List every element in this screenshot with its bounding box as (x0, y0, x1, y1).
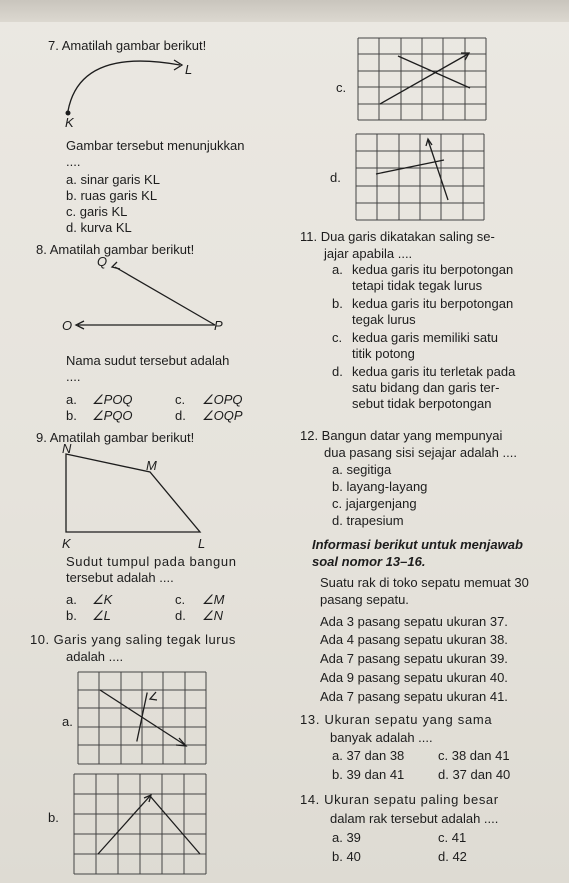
info-line-4: Ada 4 pasang sepatu ukuran 38. (320, 632, 508, 647)
q8-angle-figure (70, 255, 220, 345)
q7-curve-figure (60, 55, 200, 125)
q11-option-d-line3: sebut tidak berpotongan (352, 396, 492, 411)
q8-stem: Nama sudut tersebut adalah (66, 353, 230, 368)
q11-stem-line1: 11. Dua garis dikatakan saling se- (300, 229, 495, 244)
q13-option-b: b. 39 dan 41 (332, 767, 405, 782)
info-line-5: Ada 7 pasang sepatu ukuran 39. (320, 651, 508, 666)
q8-option-c-letter: c. (175, 392, 186, 407)
q9-option-c-letter: c. (175, 592, 186, 607)
q9-label-K: K (62, 536, 71, 551)
q11-option-c-line2: titik potong (352, 346, 415, 361)
q13-option-a: a. 37 dan 38 (332, 748, 405, 763)
q10-stem-line2: adalah .... (66, 649, 124, 664)
q14-option-a: a. 39 (332, 830, 361, 845)
q11-option-c-line1: kedua garis memiliki satu (352, 330, 498, 345)
q9-option-a-value: ∠K (92, 592, 113, 607)
q8-label-Q: Q (97, 254, 108, 269)
q14-option-d: d. 42 (438, 849, 467, 864)
q11-option-b-letter: b. (332, 296, 343, 311)
q8-title: 8. Amatilah gambar berikut! (36, 242, 195, 257)
q10-option-d-label: d. (330, 170, 341, 185)
info-heading-line2: soal nomor 13–16. (312, 554, 426, 569)
q12-option-c: c. jajargenjang (332, 496, 417, 511)
q9-option-b-value: ∠L (92, 608, 111, 623)
q10-option-b-grid (74, 774, 206, 874)
q8-option-d-letter: d. (175, 408, 186, 423)
q7-option-c: c. garis KL (66, 204, 128, 219)
q8-label-O: O (62, 318, 73, 333)
q7-point-label-L: L (185, 62, 193, 77)
q7-stem: Gambar tersebut menunjukkan (66, 138, 245, 153)
q8-option-d-value: ∠OQP (202, 408, 243, 423)
q8-dots: .... (66, 369, 81, 384)
q8-option-b-letter: b. (66, 408, 77, 423)
q12-option-b: b. layang-layang (332, 479, 428, 494)
q10-option-a-label: a. (62, 714, 73, 729)
q9-option-a-letter: a. (66, 592, 77, 607)
q10-option-c-grid (358, 38, 486, 120)
q14-stem-line2: dalam rak tersebut adalah .... (330, 811, 499, 826)
q9-title: 9. Amatilah gambar berikut! (36, 430, 195, 445)
q7-option-b: b. ruas garis KL (66, 188, 158, 203)
q9-stem-line1: Sudut tumpul pada bangun (66, 554, 237, 569)
q11-option-a-line1: kedua garis itu berpotongan (352, 262, 514, 277)
info-line-7: Ada 7 pasang sepatu ukuran 41. (320, 689, 508, 704)
info-line-2: pasang sepatu. (320, 592, 409, 607)
q11-option-d-line2: satu bidang dan garis ter- (352, 380, 500, 395)
q11-option-a-letter: a. (332, 262, 343, 277)
q8-option-b-value: ∠PQO (92, 408, 133, 423)
q7-option-a: a. sinar garis KL (66, 172, 160, 187)
q10-option-b-label: b. (48, 810, 59, 825)
q8-option-c-value: ∠OPQ (202, 392, 243, 407)
info-heading-line1: Informasi berikut untuk menjawab (312, 537, 523, 552)
info-line-1: Suatu rak di toko sepatu memuat 30 (320, 575, 529, 590)
q11-option-b-line2: tegak lurus (352, 312, 416, 327)
q11-option-b-line1: kedua garis itu berpotongan (352, 296, 514, 311)
q8-label-P: P (214, 318, 223, 333)
q14-option-c: c. 41 (438, 830, 467, 845)
q9-option-b-letter: b. (66, 608, 77, 623)
q8-option-a-value: ∠POQ (92, 392, 133, 407)
q8-option-a-letter: a. (66, 392, 77, 407)
q7-option-d: d. kurva KL (66, 220, 132, 235)
q12-stem-line1: 12. Bangun datar yang mempunyai (300, 428, 503, 443)
q9-label-L: L (198, 536, 206, 551)
info-line-6: Ada 9 pasang sepatu ukuran 40. (320, 670, 508, 685)
q10-option-c-label: c. (336, 80, 347, 95)
q9-option-d-value: ∠N (202, 608, 224, 623)
q11-option-d-line1: kedua garis itu terletak pada (352, 364, 516, 379)
q13-stem-line2: banyak adalah .... (330, 730, 433, 745)
q9-option-c-value: ∠M (202, 592, 225, 607)
q14-stem-line1: 14. Ukuran sepatu paling besar (300, 792, 499, 807)
q13-option-c: c. 38 dan 41 (438, 748, 510, 763)
q14-option-b: b. 40 (332, 849, 361, 864)
q13-option-d: d. 37 dan 40 (438, 767, 511, 782)
q11-option-d-letter: d. (332, 364, 343, 379)
info-line-3: Ada 3 pasang sepatu ukuran 37. (320, 614, 508, 629)
q11-option-a-line2: tetapi tidak tegak lurus (352, 278, 483, 293)
q10-option-a-grid (78, 672, 206, 764)
q12-option-a: a. segitiga (332, 462, 392, 477)
q9-option-d-letter: d. (175, 608, 186, 623)
q12-stem-line2: dua pasang sisi sejajar adalah .... (324, 445, 517, 460)
q11-stem-line2: jajar apabila .... (324, 246, 413, 261)
q13-stem-line1: 13. Ukuran sepatu yang sama (300, 712, 493, 727)
q9-stem-line2: tersebut adalah .... (66, 570, 174, 585)
q7-dots: .... (66, 154, 81, 169)
q7-title: 7. Amatilah gambar berikut! (48, 38, 207, 53)
q12-option-d: d. trapesium (332, 513, 404, 528)
page-top-edge (0, 0, 569, 22)
q9-trapezoid-figure (60, 448, 220, 540)
q10-stem-line1: 10. Garis yang saling tegak lurus (30, 632, 236, 647)
q10-option-d-grid (356, 134, 484, 220)
q9-label-M: M (146, 458, 157, 473)
q7-point-label-K: K (65, 115, 74, 130)
q11-option-c-letter: c. (332, 330, 343, 345)
q9-label-N: N (62, 441, 72, 456)
